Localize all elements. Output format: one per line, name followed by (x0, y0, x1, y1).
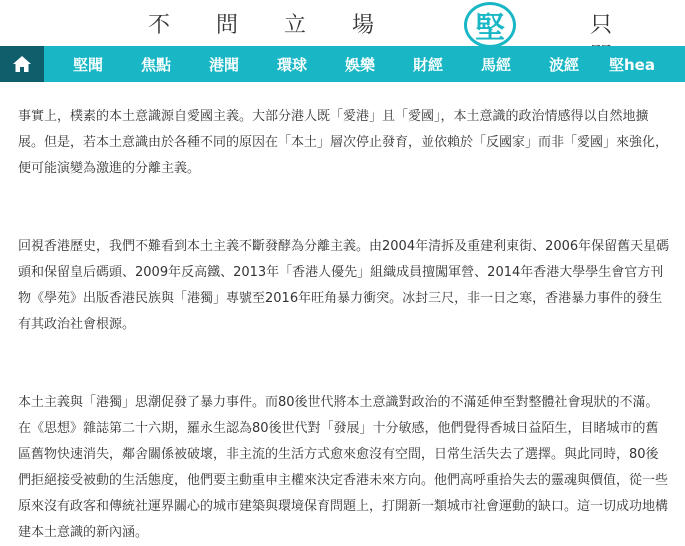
article-paragraph: 本土主義與「港獨」思潮促發了暴力事件。而80後世代將本土意識對政治的不滿延伸至對整體社會現狀的不滿。在《思想》雜誌第二十六期，羅永生認為80後世代對「發展」十分敏感，他們覺得香城日益陌生，目睹城市的舊區舊物快速消失，鄰舍關係被破壞，非主流的生活方式愈來愈沒有空間，日常生活失去了選擇。與此同時，80後們拒絕接受被動的生活態度，他們要主動重申主權來決定香港未來方向。他們高呼重拾失去的靈魂與價值，從一些原來沒有政客和傳統社運界關心的城市建築與環境保育問題上，打開新一類城市社會運動的缺口。這一切成功地構建本土意識的新內涵。 (18, 395, 669, 540)
nav-item-football[interactable]: 波經 (548, 55, 579, 74)
slogan-char: 不 (148, 13, 171, 38)
nav-item-hea[interactable]: 堅hea (609, 55, 655, 74)
slogan-char: 立 (284, 13, 307, 38)
home-icon (12, 55, 32, 73)
nav-item-focus[interactable]: 焦點 (140, 55, 171, 74)
logo-text: 堅 (475, 11, 505, 46)
article-paragraph: 回視香港歷史，我們不難看到本土主義不斷發酵為分離主義。由2004年清拆及重建利東街、2006年保留舊天星碼頭和保留皇后碼頭、2009年反高鐵、2013年「香港人優先」組織成員擅闖軍營、2014年香港大學學生會官方刊物《學苑》出版香港民族與「港獨」專號至2016年旺角暴力衝突。冰封三尺，非一日之寒，香港暴力事件的發生有其政治社會根源。 (18, 239, 670, 332)
article-paragraph: 事實上，樸素的本土意識源自愛國主義。大部分港人既「愛港」且「愛國」，本土意識的政治情感得以自然地擴展。但是，若本土意識由於各種不同的原因在「本土」層次停止發育，並依賴於「反國家」而非「愛國」來強化，便可能演變為激進的分離主義。 (18, 109, 669, 176)
home-button[interactable] (0, 46, 44, 82)
slogan-char: 問 (216, 13, 239, 38)
slogan-char: 場 (352, 13, 375, 38)
slogan-char: 只 (590, 13, 613, 38)
nav-item-hk-news[interactable]: 港聞 (208, 55, 239, 74)
nav-item-news[interactable]: 堅聞 (72, 55, 103, 74)
slogan-left (148, 8, 420, 39)
nav-item-world[interactable]: 環球 (276, 55, 307, 74)
article-body (0, 82, 685, 546)
site-logo[interactable] (464, 2, 516, 48)
nav-items (44, 46, 656, 82)
main-navigation (0, 46, 685, 82)
masthead (0, 0, 685, 46)
nav-item-finance[interactable]: 財經 (412, 55, 443, 74)
nav-item-entertainment[interactable]: 娛樂 (344, 55, 375, 74)
nav-item-horse-racing[interactable]: 馬經 (480, 55, 511, 74)
